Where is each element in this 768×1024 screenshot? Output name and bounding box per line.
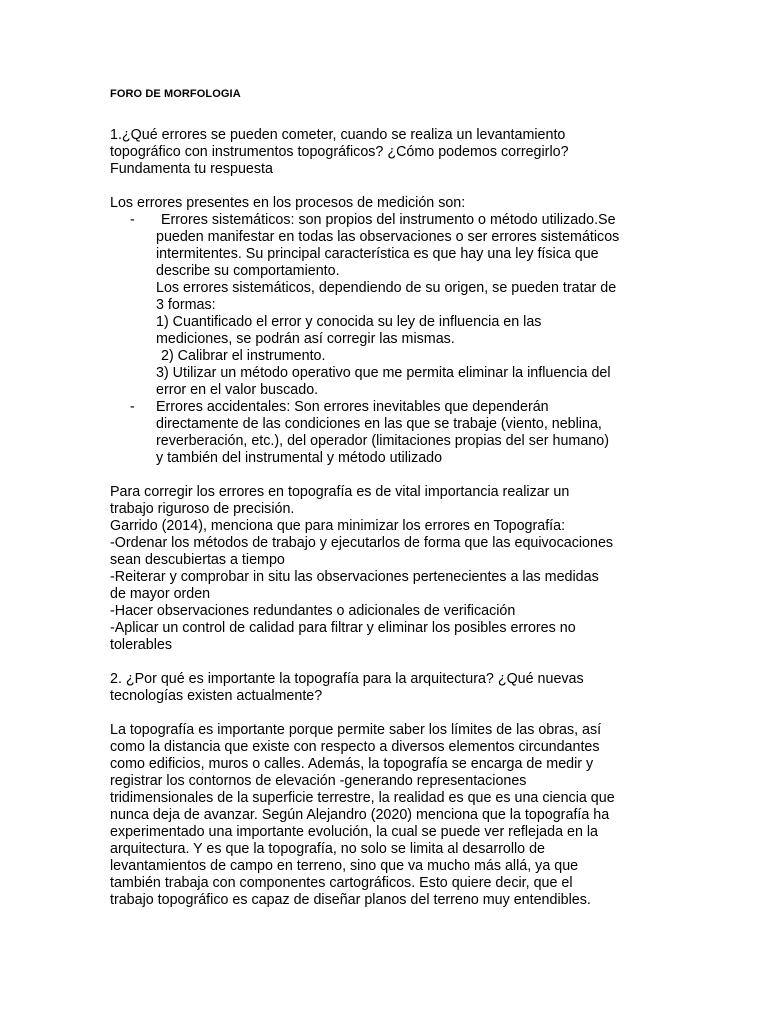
text-line: reverberación, etc.), del operador (limitaciones propias del ser humano) <box>156 433 609 449</box>
text-line: 1.¿Qué errores se pueden cometer, cuando se realiza un levantamiento <box>110 127 566 143</box>
text-line: directamente de las condiciones en las que se trabaje (viento, neblina, <box>156 416 602 432</box>
text-line: -Ordenar los métodos de trabajo y ejecutarlos de forma que las equivocaciones <box>110 535 614 551</box>
text-line: Los errores sistemáticos, dependiendo de su origen, se pueden tratar de <box>156 280 617 296</box>
text-line: nunca deja de avanzar. Según Alejandro (2020) menciona que la topografía ha <box>110 807 610 823</box>
text-line: levantamientos de campo en terreno, sino que va mucho más allá, ya que <box>110 858 579 874</box>
text-line: tridimensionales de la superficie terrestre, la realidad es que es una ciencia que <box>110 790 615 806</box>
text-line: Errores accidentales: Son errores inevitables que dependerán <box>156 399 549 415</box>
text-line: mediciones, se podrán así corregir las mismas. <box>156 331 455 347</box>
text-line: sean descubiertas a tiempo <box>110 552 285 568</box>
text-line: -Hacer observaciones redundantes o adicionales de verificación <box>110 603 516 619</box>
list-item-accidental <box>110 399 670 467</box>
text-line: La topografía es importante porque permite saber los límites de las obras, así <box>110 722 602 738</box>
text-line: experimentado una importante evolución, la cual se puede ver reflejada en la <box>110 824 598 840</box>
correction-section <box>110 484 670 654</box>
bullet-dash: - <box>130 399 135 415</box>
text-line: trabajo riguroso de precisión. <box>110 501 295 517</box>
text-line: trabajo topográfico es capaz de diseñar planos del terreno muy entendibles. <box>110 892 591 908</box>
text-line: registrar los contornos de elevación -generando representaciones <box>110 773 527 789</box>
intro-line: Los errores presentes en los procesos de medición son: <box>110 195 466 211</box>
document-body <box>110 127 670 909</box>
text-line: 1) Cuantificado el error y conocida su ley de influencia en las <box>156 314 542 330</box>
text-line: y también del instrumental y método utilizado <box>156 450 443 466</box>
text-line: pueden manifestar en todas las observaciones o ser errores sistemáticos <box>156 229 620 245</box>
text-line: Garrido (2014), menciona que para minimizar los errores en Topografía: <box>110 518 566 534</box>
text-line: topográfico con instrumentos topográficos? ¿Cómo podemos corregirlo? <box>110 144 569 160</box>
text-line: 2. ¿Por qué es importante la topografía para la arquitectura? ¿Qué nuevas <box>110 671 584 687</box>
text-line: Para corregir los errores en topografía es de vital importancia realizar un <box>110 484 570 500</box>
text-line: 3 formas: <box>156 297 216 313</box>
text-line: tecnologías existen actualmente? <box>110 688 323 704</box>
document-title: FORO DE MORFOLOGIA <box>110 88 241 100</box>
text-line: error en el valor buscado. <box>156 382 319 398</box>
text-line: arquitectura. Y es que la topografía, no solo se limita al desarrollo de <box>110 841 545 857</box>
text-line: -Reiterar y comprobar in situ las observaciones pertenecientes a las medidas <box>110 569 599 585</box>
text-line: como la distancia que existe con respecto a diversos elementos circundantes <box>110 739 600 755</box>
bullet-dash: - <box>130 212 135 228</box>
text-line: de mayor orden <box>110 586 211 602</box>
text-line: -Aplicar un control de calidad para filtrar y eliminar los posibles errores no <box>110 620 576 636</box>
text-line: describe su comportamiento. <box>156 263 340 279</box>
text-line: Errores sistemáticos: son propios del instrumento o método utilizado.Se <box>161 212 616 228</box>
list-item-systematic <box>110 212 670 399</box>
text-line: Fundamenta tu respuesta <box>110 161 273 177</box>
text-line: 2) Calibrar el instrumento. <box>161 348 326 364</box>
question-2 <box>110 671 670 705</box>
text-line: como edificios, muros o calles. Además, la topografía se encarga de medir y <box>110 756 594 772</box>
text-line: 3) Utilizar un método operativo que me permita eliminar la influencia del <box>156 365 611 381</box>
question-1 <box>110 127 670 178</box>
error-list <box>110 212 670 467</box>
text-line: tolerables <box>110 637 172 653</box>
text-line: intermitentes. Su principal característica es que hay una ley física que <box>156 246 599 262</box>
answer-2 <box>110 722 670 909</box>
text-line: también trabaja con componentes cartográficos. Esto quiere decir, que el <box>110 875 573 891</box>
